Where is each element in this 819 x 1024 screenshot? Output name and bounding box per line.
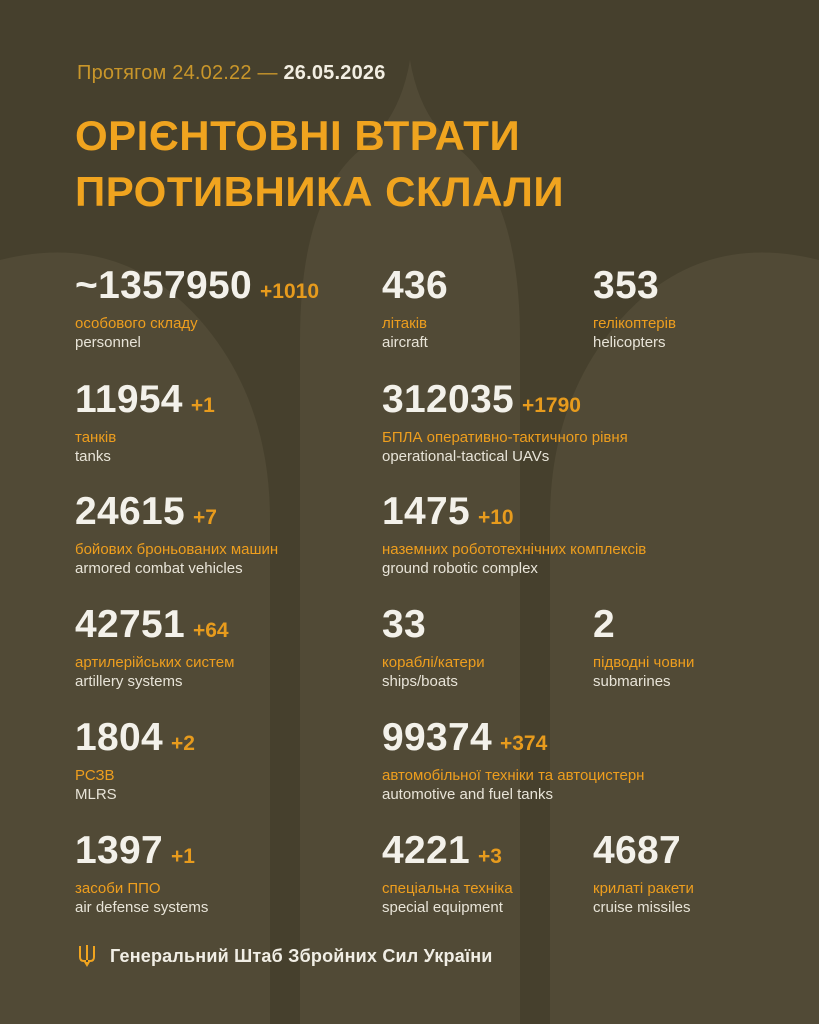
stat-ground-robotic [382,490,646,578]
stat-label-en: automotive and fuel tanks [382,786,553,803]
stat-personnel [75,264,319,352]
stat-label-ua: БПЛА оперативно-тактичного рівня [382,429,628,446]
stat-increase: +1790 [521,394,581,417]
stat-value: 42751 [75,603,185,646]
stat-label-en: air defense systems [75,899,209,916]
stat-value: 353 [593,264,659,307]
stat-label-ua: РСЗВ [75,767,115,784]
stat-increase: +2 [170,732,195,755]
stat-increase: +3 [477,845,502,868]
stat-mlrs [75,716,195,804]
stat-value: 2 [593,603,615,646]
stat-tanks [75,378,215,466]
footer-text: Генеральний Штаб Збройних Сил України [110,945,493,966]
stat-label-en: armored combat vehicles [75,560,243,577]
stat-label-ua: літаків [382,315,427,332]
title-line-2: ПРОТИВНИКА СКЛАЛИ [75,168,565,215]
stat-cruise-missiles [593,829,694,917]
stat-air-defense [75,829,208,917]
stat-value: 1804 [75,716,163,759]
stat-increase: +1 [190,394,215,417]
stat-label-en: MLRS [75,786,117,803]
stat-label-ua: наземних робототехнічних комплексів [382,541,647,558]
stat-label-en: operational-tactical UAVs [382,448,550,465]
stat-label-en: ground robotic complex [382,560,538,577]
stat-increase: +374 [499,732,548,755]
stat-value: 24615 [75,490,185,533]
stat-label-en: tanks [75,448,111,465]
period-line [77,62,386,85]
stat-value: 1475 [382,490,470,533]
stat-label-en: personnel [75,334,141,351]
period-end-date: 26.05.2026 [283,62,386,84]
stat-helicopters [593,264,676,352]
stat-label-ua: кораблі/катери [382,654,485,671]
stat-value: 4221 [382,829,470,872]
stat-increase: +1 [170,845,195,868]
stat-armored-vehicles [75,490,278,578]
stat-increase: +10 [477,506,514,529]
stat-label-en: artillery systems [75,673,183,690]
title-line-1: ОРІЄНТОВНІ ВТРАТИ [75,112,521,159]
stat-label-en: aircraft [382,334,428,351]
stat-label-en: cruise missiles [593,899,691,916]
stat-label-en: submarines [593,673,671,690]
stat-value: 33 [382,603,426,646]
stat-automotive [382,716,644,804]
stat-ships [382,603,485,691]
trident-icon [78,944,96,968]
stat-label-en: ships/boats [382,673,458,690]
stat-label-ua: танків [75,429,117,446]
stat-label-ua: автомобільної техніки та автоцистерн [382,767,645,784]
stat-increase: +1010 [260,280,319,303]
stat-label-ua: бойових броньованих машин [75,541,279,558]
stat-value: 11954 [75,378,183,421]
stat-increase: +64 [192,619,229,642]
stat-submarines [593,603,694,691]
stat-value: 436 [382,264,448,307]
stat-label-ua: спеціальна техніка [382,880,513,897]
footer [78,944,493,968]
stat-value: 1397 [75,829,163,872]
stat-value: ~1357950 [75,264,253,307]
stat-label-en: helicopters [593,334,666,351]
stat-increase: +7 [192,506,217,529]
stat-label-ua: особового складу [75,315,198,332]
stat-label-ua: підводні човни [593,654,695,671]
stat-value: 312035 [382,378,514,421]
stat-artillery [75,603,234,691]
period-prefix: Протягом 24.02.22 — [77,62,278,84]
stat-special-equipment [382,829,513,917]
stat-label-ua: засоби ППО [75,880,161,897]
stat-uavs [382,378,628,466]
page-title [75,108,564,220]
stat-value: 4687 [593,829,681,872]
stat-label-ua: артилерійських систем [75,654,235,671]
stat-label-en: special equipment [382,899,503,916]
stat-label-ua: гелікоптерів [593,315,676,332]
stat-value: 99374 [382,716,492,759]
stat-label-ua: крилаті ракети [593,880,694,897]
stat-aircraft [382,264,448,352]
